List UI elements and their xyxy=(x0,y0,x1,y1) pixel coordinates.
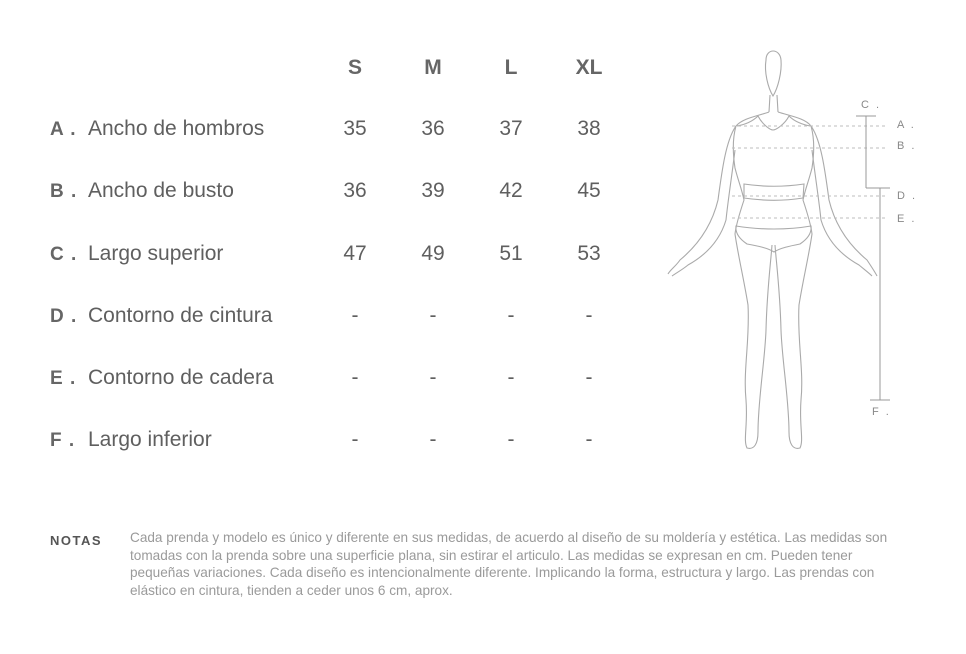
body-measurement-figure xyxy=(640,40,940,460)
measure-row-d xyxy=(0,304,640,334)
cell-s: 35 xyxy=(343,117,367,140)
row-letter: D . xyxy=(50,306,78,327)
measure-row-c xyxy=(0,242,640,272)
cell-s: 47 xyxy=(343,242,367,265)
cell-m: 36 xyxy=(421,117,445,140)
figure-label-d: D . xyxy=(897,190,918,202)
cell-l: - xyxy=(507,366,515,389)
size-header-s: S xyxy=(347,56,362,79)
cell-l: 42 xyxy=(499,179,523,202)
notes-title: NOTAS xyxy=(50,533,103,548)
cell-s: - xyxy=(351,366,359,389)
row-label: Largo superior xyxy=(88,242,224,265)
cell-l: - xyxy=(507,428,515,451)
figure-label-e: E . xyxy=(897,213,917,225)
figure-label-f: F . xyxy=(872,406,891,418)
size-header-xl: XL xyxy=(575,56,603,79)
cell-s: - xyxy=(351,428,359,451)
notes-text: Cada prenda y modelo es único y diferente en sus medidas, de acuerdo al diseño de su moldería y estética. Las medidas son tomadas con la prenda sobre una superficie plana, sin estirar el articulo. Las medidas se expresan en cm. Pueden tener pequeñas variaciones. Cada diseño es intencionalmente diferente. Implicando la forma, estructura y largo. Las prendas con elástico en cintura, tienden a ceder unos 6 cm, aprox. xyxy=(130,530,888,598)
measure-row-a xyxy=(0,117,640,147)
row-label: Largo inferior xyxy=(88,428,212,451)
measure-row-f xyxy=(0,428,640,458)
row-label: Contorno de cintura xyxy=(88,304,273,327)
row-letter: B . xyxy=(50,181,78,202)
cell-m: - xyxy=(429,366,437,389)
cell-xl: 45 xyxy=(577,179,601,202)
cell-l: 51 xyxy=(499,242,523,265)
row-label: Ancho de hombros xyxy=(88,117,265,140)
row-label: Ancho de busto xyxy=(88,179,234,202)
cell-s: 36 xyxy=(343,179,367,202)
cell-xl: - xyxy=(585,304,593,327)
row-letter: A . xyxy=(50,119,77,140)
measure-row-e xyxy=(0,366,640,396)
cell-xl: - xyxy=(585,366,593,389)
cell-s: - xyxy=(351,304,359,327)
size-header-l: L xyxy=(504,56,518,79)
cell-xl: 38 xyxy=(577,117,601,140)
length-markers xyxy=(856,116,890,400)
cell-m: 39 xyxy=(421,179,445,202)
cell-l: 37 xyxy=(499,117,523,140)
size-header-m: M xyxy=(424,56,442,79)
row-letter: C . xyxy=(50,244,78,265)
measurement-guides xyxy=(732,126,888,218)
cell-xl: - xyxy=(585,428,593,451)
row-letter: F . xyxy=(50,430,76,451)
cell-m: - xyxy=(429,428,437,451)
cell-xl: 53 xyxy=(577,242,601,265)
cell-m: 49 xyxy=(421,242,445,265)
figure-label-b: B . xyxy=(897,140,917,152)
row-label: Contorno de cadera xyxy=(88,366,274,389)
mannequin-outline xyxy=(668,51,877,448)
figure-label-c: C . xyxy=(861,99,882,111)
cell-l: - xyxy=(507,304,515,327)
figure-label-a: A . xyxy=(897,119,916,131)
measure-row-b xyxy=(0,179,640,209)
row-letter: E . xyxy=(50,368,77,389)
cell-m: - xyxy=(429,304,437,327)
